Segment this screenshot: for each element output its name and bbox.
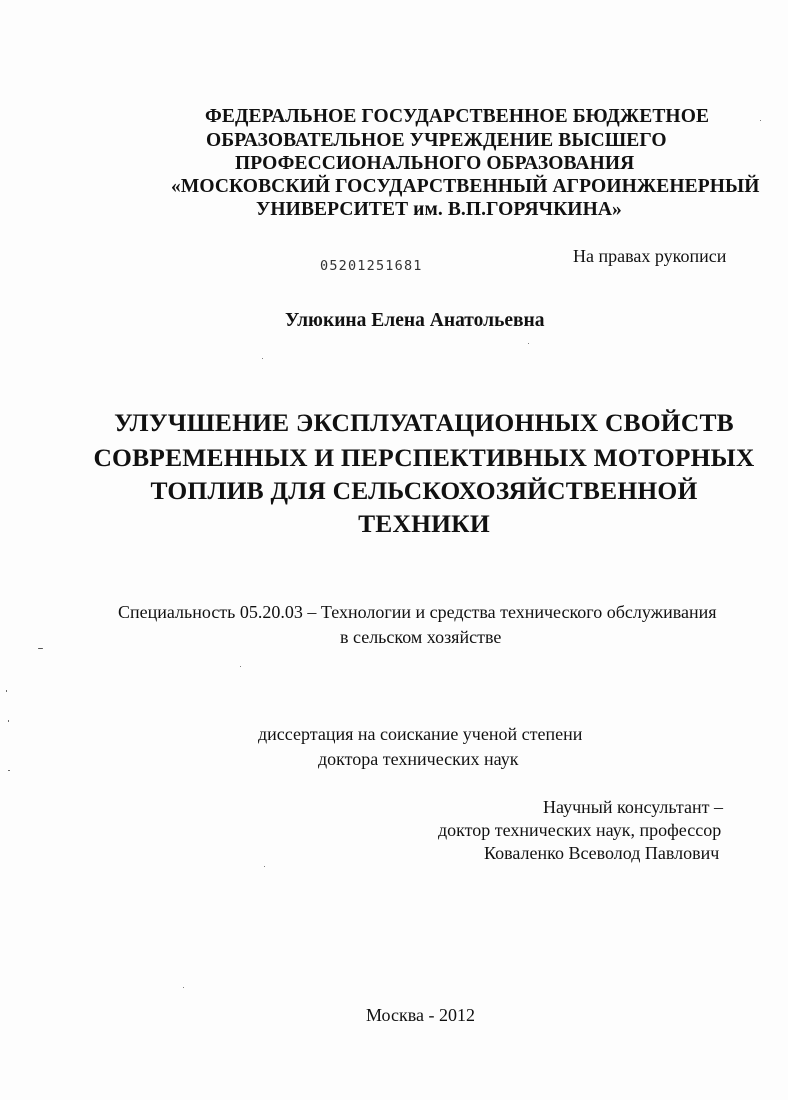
degree-line-2: доктора технических наук xyxy=(318,749,519,769)
scan-speck xyxy=(760,120,761,121)
scan-speck xyxy=(8,770,10,771)
scan-speck xyxy=(528,343,529,344)
manuscript-rights-note: На правах рукописи xyxy=(573,246,727,266)
scan-speck xyxy=(38,648,43,649)
institution-header-line-3: ПРОФЕССИОНАЛЬНОГО ОБРАЗОВАНИЯ xyxy=(235,153,635,174)
scan-speck xyxy=(183,987,184,988)
footer-city-year: Москва - 2012 xyxy=(366,1005,475,1025)
scan-speck xyxy=(262,358,263,359)
specialty-line-1: Специальность 05.20.03 – Технологии и средства технического обслуживания xyxy=(118,602,717,622)
dissertation-title-line-2: СОВРЕМЕННЫХ И ПЕРСПЕКТИВНЫХ МОТОРНЫХ xyxy=(93,443,755,472)
institution-header-line-4: «МОСКОВСКИЙ ГОСУДАРСТВЕННЫЙ АГРОИНЖЕНЕРНЫЙ xyxy=(171,176,760,197)
degree-line-1: диссертация на соискание ученой степени xyxy=(258,724,583,744)
dissertation-title-line-3: ТОПЛИВ ДЛЯ СЕЛЬСКОХОЗЯЙСТВЕННОЙ xyxy=(150,476,698,505)
scan-speck xyxy=(264,866,265,867)
dissertation-title-line-1: УЛУЧШЕНИЕ ЭКСПЛУАТАЦИОННЫХ СВОЙСТВ xyxy=(114,408,734,437)
catalog-number-stamp: 05201251681 xyxy=(320,258,423,274)
scan-speck xyxy=(240,666,241,667)
specialty-line-2: в сельском хозяйстве xyxy=(340,627,502,647)
institution-header-line-1: ФЕДЕРАЛЬНОЕ ГОСУДАРСТВЕННОЕ БЮДЖЕТНОЕ xyxy=(205,106,710,127)
scan-speck xyxy=(6,690,7,692)
consultant-name: Коваленко Всеволод Павлович xyxy=(484,843,720,863)
consultant-label: Научный консультант – xyxy=(543,797,723,817)
institution-header-line-5: УНИВЕРСИТЕТ им. В.П.ГОРЯЧКИНА» xyxy=(256,199,622,220)
institution-header-line-2: ОБРАЗОВАТЕЛЬНОЕ УЧРЕЖДЕНИЕ ВЫСШЕГО xyxy=(206,130,667,151)
consultant-degree: доктор технических наук, профессор xyxy=(438,820,722,840)
dissertation-title-line-4: ТЕХНИКИ xyxy=(358,509,490,538)
author-name: Улюкина Елена Анатольевна xyxy=(285,310,545,331)
scan-speck xyxy=(8,720,9,722)
